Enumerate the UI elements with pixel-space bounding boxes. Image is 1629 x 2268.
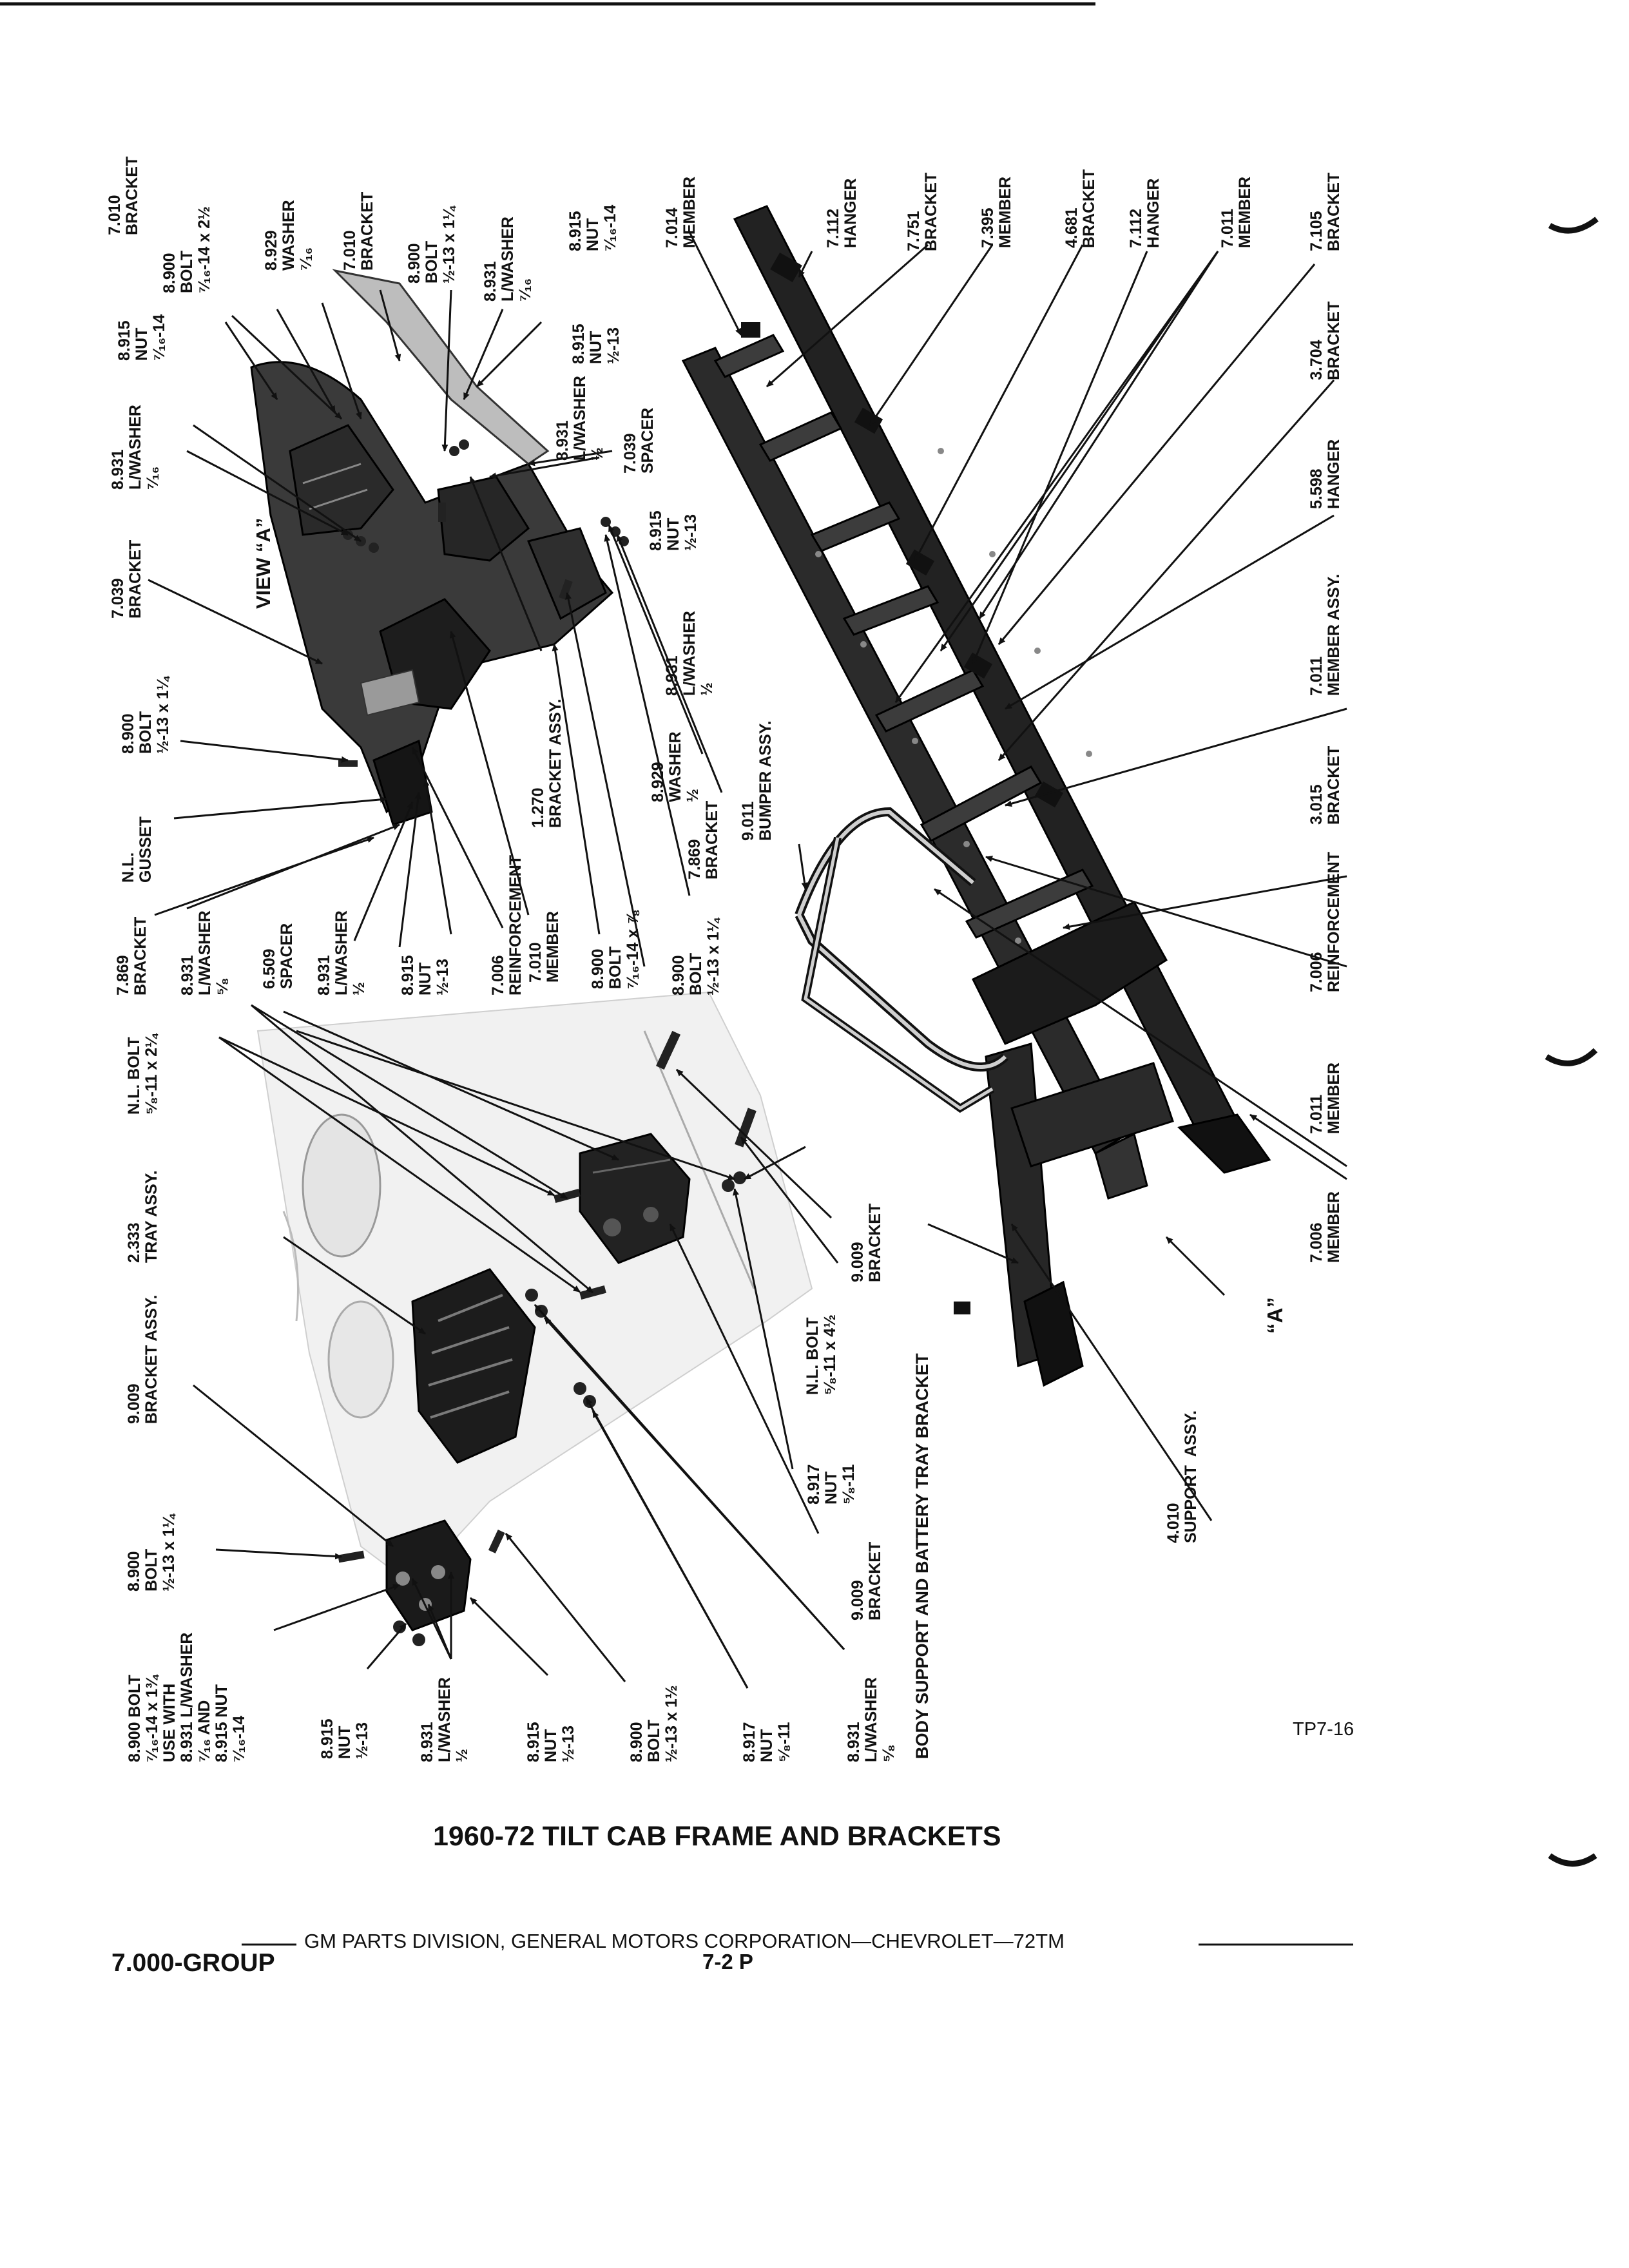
callout-label: 9.009 BRACKET [849, 1203, 884, 1282]
callout-label: 7.039 SPACER [621, 407, 657, 474]
inset-title: BODY SUPPORT AND BATTERY TRAY BRACKET [912, 1353, 932, 1759]
callout-label: 8.915 NUT ½-13 [525, 1722, 577, 1762]
callout-label: 7.011 MEMBER [1307, 1062, 1343, 1134]
callout-label: N.L. BOLT ⁵⁄₈-11 x 4½ [804, 1314, 839, 1395]
callout-label: 9.011 BUMPER ASSY. [739, 720, 775, 841]
callout-label: 8.931 L/WASHER ⁷⁄₁₆ [481, 216, 534, 302]
callout-label: 7.006 REINFORCEMENT [1307, 851, 1343, 992]
page-title: 1960-72 TILT CAB FRAME AND BRACKETS [433, 1821, 1001, 1852]
callout-label: 8.915 NUT ⁷⁄₁₆-14 [115, 314, 168, 361]
callout-label: 8.900 BOLT ⁷⁄₁₆-14 x 1¾ USE WITH 8.931 L/WASHER ⁷⁄₁₆ AND 8.915 NUT ⁷⁄₁₆-14 [126, 1632, 248, 1762]
callout-label: 8.915 NUT ½-13 [318, 1718, 371, 1759]
callout-label: 2.333 TRAY ASSY. [125, 1170, 160, 1263]
callout-label: 8.900 BOLT ½-13 x 1¼ [670, 918, 722, 995]
view-a-marker: “A” [1263, 1297, 1287, 1334]
footer-credit: GM PARTS DIVISION, GENERAL MOTORS CORPORATION—CHEVROLET—72TM [304, 1930, 1065, 1952]
callout-label: 4.681 BRACKET [1063, 169, 1098, 248]
callout-label: N.L. GUSSET [119, 816, 155, 883]
callout-label: 7.039 BRACKET [109, 539, 144, 619]
callout-label: 8.900 BOLT ⁷⁄₁₆-14 x ⅞ [589, 911, 642, 989]
callout-label: 1.270 BRACKET ASSY. [529, 698, 564, 828]
callout-label: 8.931 L/WASHER ⁷⁄₁₆ [109, 405, 162, 490]
callout-label: 8.915 NUT ½-13 [647, 510, 700, 551]
callout-label: 7.112 HANGER [824, 178, 860, 248]
callout-label: 7.006 REINFORCEMENT [489, 854, 525, 995]
binding-mark-2 [1547, 1050, 1595, 1063]
callout-label: 8.900 BOLT ½-13 x 1¼ [405, 206, 458, 284]
callout-label: 8.917 NUT ⁵⁄₈-11 [740, 1722, 793, 1762]
page-number: 7-2 P [702, 1950, 753, 1974]
view-a-title: VIEW “A” [252, 517, 275, 609]
callout-label: 7.105 BRACKET [1307, 172, 1343, 251]
callout-label: 8.915 NUT ½-13 [570, 323, 622, 364]
callout-label: 8.915 NUT ½-13 [399, 955, 452, 995]
callout-label: 8.900 BOLT ½-13 x 1½ [628, 1685, 680, 1762]
callout-label: 3.015 BRACKET [1307, 745, 1343, 825]
figure-code: TP7-16 [1293, 1719, 1354, 1740]
callout-label: 8.931 L/WASHER ½ [315, 910, 368, 995]
callout-label: 8.929 WASHER ⁷⁄₁₆ [262, 200, 315, 271]
callout-label: 7.751 BRACKET [905, 172, 940, 251]
callout-label: 7.011 MEMBER [1219, 176, 1254, 248]
callout-label: 7.010 MEMBER [526, 910, 562, 983]
callout-label: 5.598 HANGER [1307, 439, 1343, 509]
callout-label: 8.931 L/WASHER ½ [418, 1677, 471, 1762]
callout-label: N.L. BOLT ⁵⁄₈-11 x 2¼ [125, 1034, 160, 1115]
callout-label: 3.704 BRACKET [1307, 301, 1343, 380]
callout-label: 6.509 SPACER [260, 923, 296, 989]
callout-label: 7.869 BRACKET [114, 916, 149, 995]
callout-label: 7.010 BRACKET [341, 191, 376, 271]
callout-label: 9.009 BRACKET ASSY. [125, 1294, 160, 1424]
callout-label: 7.014 MEMBER [663, 176, 699, 248]
callout-label: 4.010 SUPPORT ASSY. [1164, 1410, 1200, 1543]
callout-label: 7.395 MEMBER [979, 176, 1014, 248]
callout-label: 8.917 NUT ⁵⁄₈-11 [805, 1464, 858, 1504]
callout-label: 8.900 BOLT ½-13 x 1¼ [119, 677, 172, 754]
callout-label: 7.869 BRACKET [686, 800, 721, 879]
binding-mark-1 [1550, 219, 1597, 231]
callout-label: 8.929 WASHER ½ [649, 731, 702, 802]
callout-label: 8.900 BOLT ⁷⁄₁₆-14 x 2½ [160, 206, 213, 293]
callout-label: 8.915 NUT ⁷⁄₁₆-14 [566, 204, 619, 251]
callout-label: 8.931 L/WASHER ⁵⁄₈ [178, 910, 231, 995]
callout-label: 7.006 MEMBER [1307, 1191, 1343, 1263]
callout-label: 8.900 BOLT ½-13 x 1¼ [125, 1514, 178, 1591]
callout-label: 8.931 L/WASHER ⁵⁄₈ [845, 1677, 898, 1762]
callout-label: 7.112 HANGER [1127, 178, 1162, 248]
callout-label: 7.011 MEMBER ASSY. [1307, 573, 1343, 696]
callout-label: 7.010 BRACKET [106, 156, 141, 235]
callout-label: 8.931 L/WASHER ½ [554, 376, 606, 461]
callout-label: 8.931 L/WASHER ½ [663, 611, 716, 696]
binding-mark-3 [1550, 1856, 1595, 1864]
group-label: 7.000-GROUP [111, 1949, 275, 1977]
callout-label: 9.009 BRACKET [849, 1541, 884, 1620]
inset-body-support-drawing [258, 992, 812, 1646]
